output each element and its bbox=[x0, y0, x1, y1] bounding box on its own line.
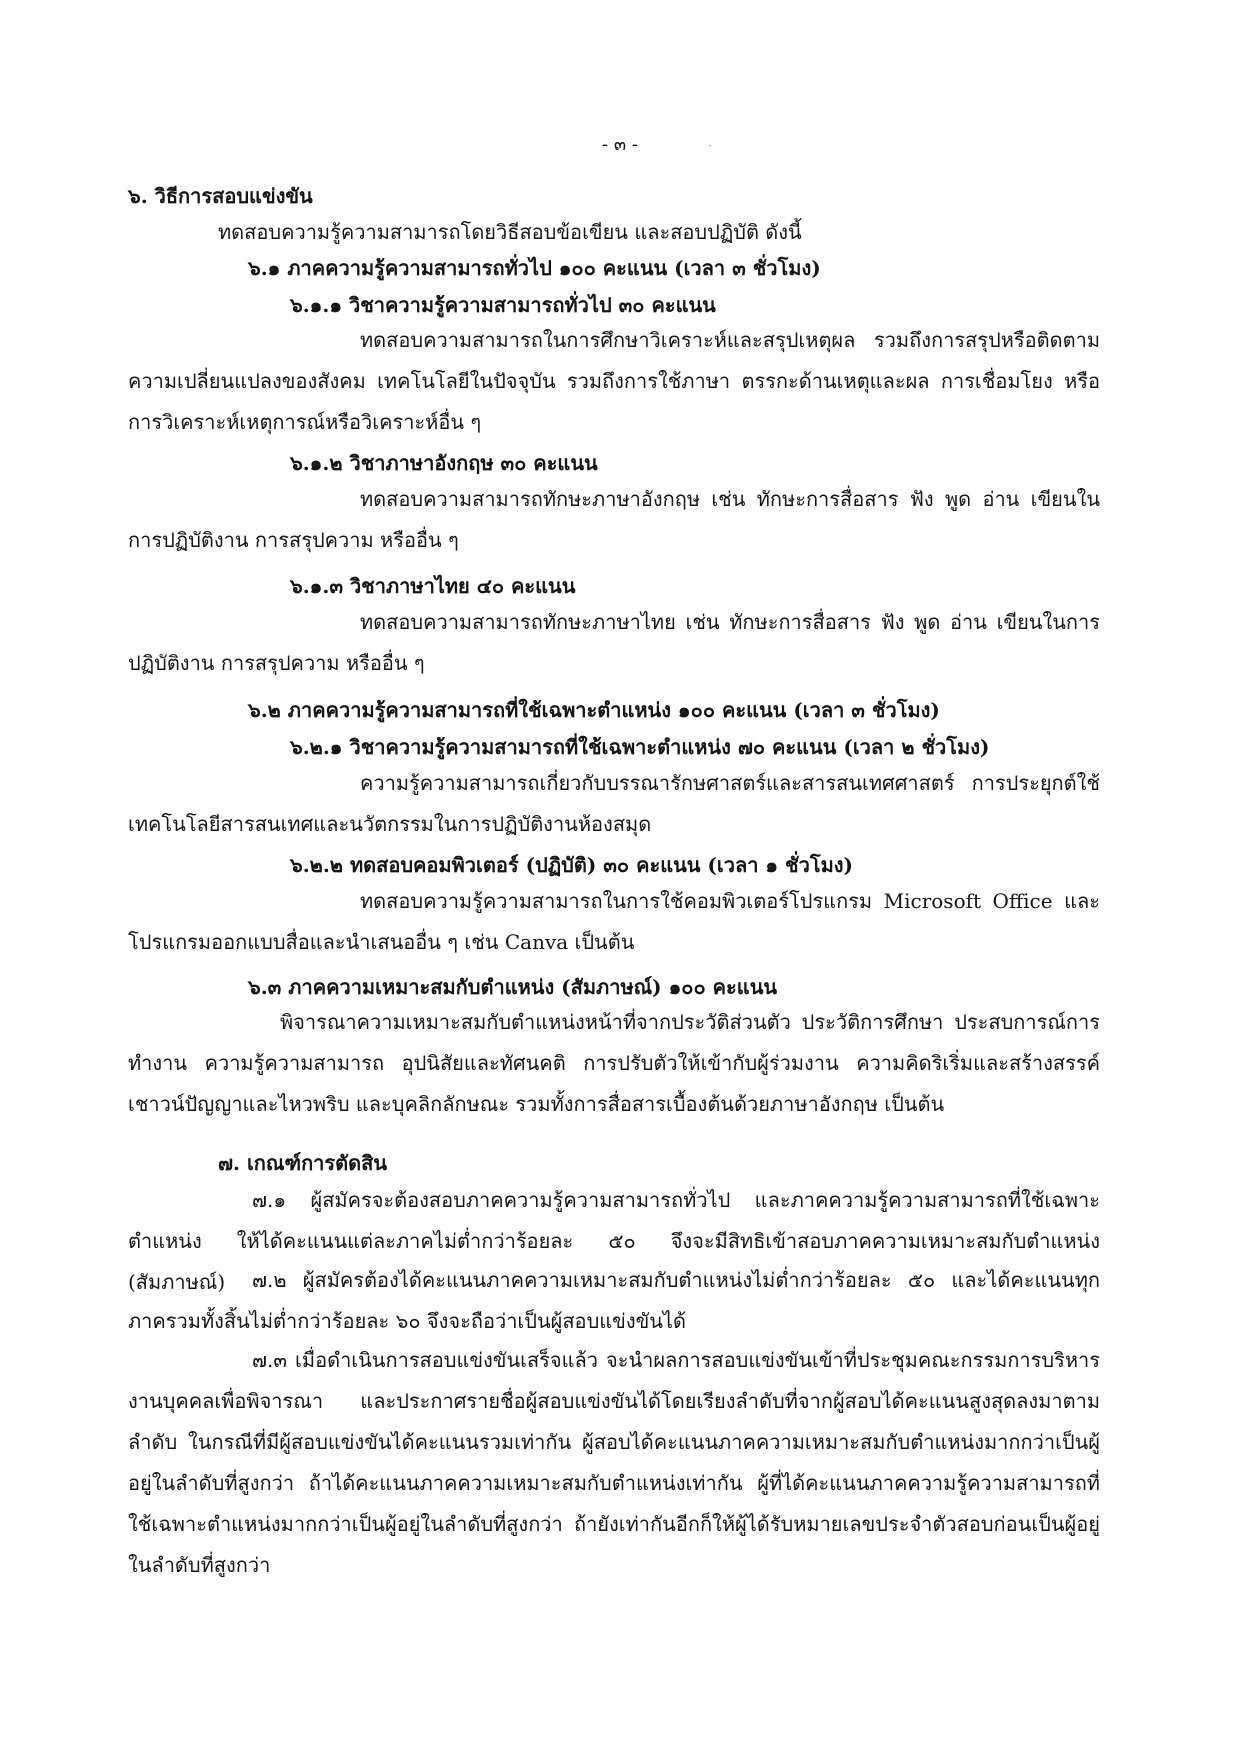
section-6-1-1-heading: ๖.๑.๑ วิชาความรู้ความสามารถทั่วไป ๓๐ คะแนน bbox=[290, 293, 716, 317]
section-7-2: ๗.๒ ผู้สมัครต้องได้คะแนนภาคความเหมาะสมกับตำแหน่งไม่ต่ำกว่าร้อยละ ๕๐ และได้คะแนนทุกภาครวมทั้งสิ้นไม่ต่ำกว่าร้อยละ ๖๐ จึงจะถือว่าเป็นผู้สอบแข่งขันได้ bbox=[128, 1268, 1100, 1333]
section-6-3-body: พิจารณาความเหมาะสมกับตำแหน่งหน้าที่จากประวัติส่วนตัว ประวัติการศึกษา ประสบการณ์การทำงาน ความรู้ความสามารถ อุปนิสัยและทัศนคติ การปรับตัวให้เข้ากับผู้ร่วมงาน ความคิดริเริ่มและสร้างสรรค์ เชาวน์ปัญญาและไหวพริบ และบุคลิกลักษณะ รวมทั้งการสื่อสารเบื้องต้นด้วยภาษาอังกฤษ เป็นต้น bbox=[128, 1010, 1100, 1116]
section-6-1-2-body: ทดสอบความสามารถทักษะภาษาอังกฤษ เช่น ทักษะการสื่อสาร ฟัง พูด อ่าน เขียนในการปฏิบัติงาน การสรุปความ หรืออื่น ๆ bbox=[128, 487, 1100, 552]
section-6-intro: ทดสอบความรู้ความสามารถโดยวิธีสอบข้อเขียน และสอบปฏิบัติ ดังนี้ bbox=[218, 220, 802, 244]
section-6-2-2-body: ทดสอบความรู้ความสามารถในการใช้คอมพิวเตอร์โปรแกรม Microsoft Office และโปรแกรมออกแบบสื่อและนำเสนออื่น ๆ เช่น Canva เป็นต้น bbox=[128, 889, 1100, 954]
section-6-1-2-heading: ๖.๑.๒ วิชาภาษาอังกฤษ ๓๐ คะแนน bbox=[290, 451, 598, 475]
section-6-2-heading: ๖.๒ ภาคความรู้ความสามารถที่ใช้เฉพาะตำแหน่ง ๑๐๐ คะแนน (เวลา ๓ ชั่วโมง) bbox=[248, 698, 940, 722]
section-6-1-3-heading: ๖.๑.๓ วิชาภาษาไทย ๔๐ คะแนน bbox=[290, 574, 576, 598]
section-7-1: ๗.๑ ผู้สมัครจะต้องสอบภาคความรู้ความสามารถทั่วไป และภาคความรู้ความสามารถที่ใช้เฉพาะตำแหน่ง ให้ได้คะแนนแต่ละภาคไม่ต่ำกว่าร้อยละ ๕๐ จึงจะมีสิทธิเข้าสอบภาคความเหมาะสมกับตำแหน่ง (สัมภาษณ์) bbox=[128, 1188, 1100, 1294]
section-7-3: ๗.๓ เมื่อดำเนินการสอบแข่งขันเสร็จแล้ว จะนำผลการสอบแข่งขันเข้าที่ประชุมคณะกรรมการบริหารงานบุคคลเพื่อพิจารณา และประกาศรายชื่อผู้สอบแข่งขันได้โดยเรียงลำดับที่จากผู้สอบได้คะแนนสูงสุดลงมาตามลำดับ ในกรณีที่มีผู้สอบแข่งขันได้คะแนนรวมเท่ากัน ผู้สอบได้คะแนนภาคความเหมาะสมกับตำแหน่งมากกว่าเป็นผู้อยู่ในลำดับที่สูงกว่า ถ้าได้คะแนนภาคความเหมาะสมกับตำแหน่งเท่ากัน ผู้ที่ได้คะแนนภาคความรู้ความสามารถที่ใช้เฉพาะตำแหน่งมากกว่าเป็นผู้อยู่ในลำดับที่สูงกว่า ถ้ายังเท่ากันอีกก็ให้ผู้ได้รับหมายเลขประจำตัวสอบก่อนเป็นผู้อยู่ในลำดับที่สูงกว่า bbox=[128, 1348, 1100, 1577]
section-6-3-heading: ๖.๓ ภาคความเหมาะสมกับตำแหน่ง (สัมภาษณ์) ๑๐๐ คะแนน bbox=[248, 975, 778, 999]
section-7-heading: ๗. เกณฑ์การตัดสิน bbox=[218, 1151, 388, 1175]
section-6-2-2-heading: ๖.๒.๒ ทดสอบคอมพิวเตอร์ (ปฏิบัติ) ๓๐ คะแนน (เวลา ๑ ชั่วโมง) bbox=[290, 853, 854, 877]
section-6-1-1-body: ทดสอบความสามารถในการศึกษาวิเคราะห์และสรุปเหตุผล รวมถึงการสรุปหรือติดตามความเปลี่ยนแปลงของสังคม เทคโนโลยีในปัจจุบัน รวมถึงการใช้ภาษา ตรรกะด้านเหตุและผล การเชื่อมโยง หรือการวิเคราะห์เหตุการณ์หรือวิเคราะห์อื่น ๆ bbox=[128, 328, 1100, 434]
section-6-1-3-body: ทดสอบความสามารถทักษะภาษาไทย เช่น ทักษะการสื่อสาร ฟัง พูด อ่าน เขียนในการปฏิบัติงาน การสรุปความ หรืออื่น ๆ bbox=[128, 610, 1100, 675]
section-6-heading: ๖. วิธีการสอบแข่งขัน bbox=[128, 184, 313, 208]
section-6-2-1-body: ความรู้ความสามารถเกี่ยวกับบรรณารักษศาสตร์และสารสนเทศศาสตร์ การประยุกต์ใช้เทคโนโลยีสารสนเทศและนวัตกรรมในการปฏิบัติงานห้องสมุด bbox=[128, 771, 1100, 836]
scan-speck: · bbox=[708, 139, 712, 153]
section-6-2-1-heading: ๖.๒.๑ วิชาความรู้ความสามารถที่ใช้เฉพาะตำแหน่ง ๗๐ คะแนน (เวลา ๒ ชั่วโมง) bbox=[290, 735, 990, 759]
section-6-1-heading: ๖.๑ ภาคความรู้ความสามารถทั่วไป ๑๐๐ คะแนน (เวลา ๓ ชั่วโมง) bbox=[248, 256, 821, 280]
page-number: - ๓ - bbox=[602, 134, 638, 155]
